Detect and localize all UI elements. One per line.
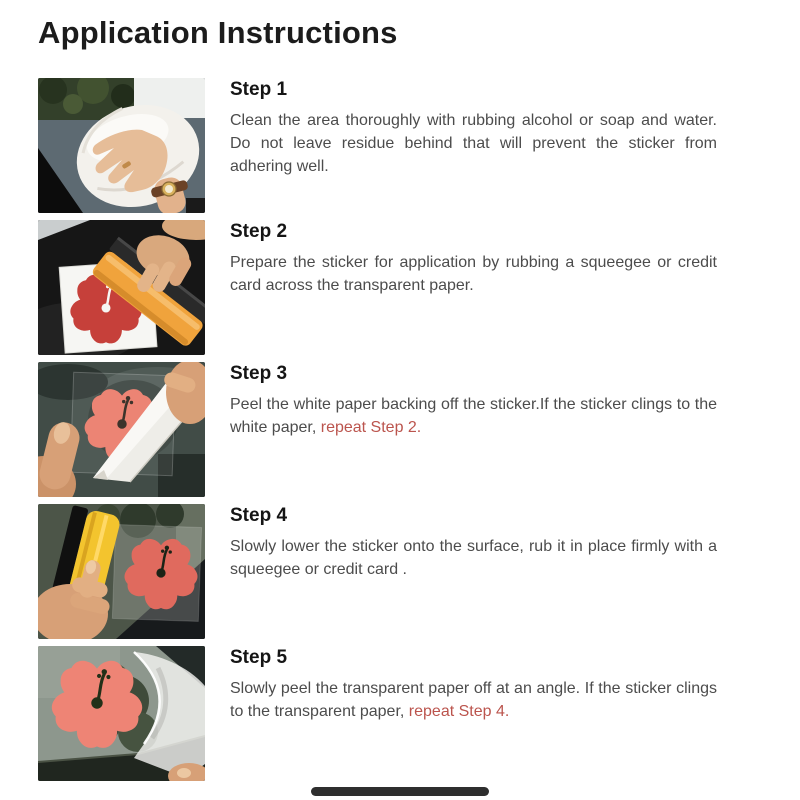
step2-photo <box>38 220 205 355</box>
step3-photo <box>38 362 205 497</box>
step1-heading: Step 1 <box>230 79 288 100</box>
step5-repeat-note: repeat Step 4. <box>408 703 510 721</box>
step4-photo <box>38 504 205 639</box>
steps-list <box>38 78 800 781</box>
step5-text <box>230 677 717 723</box>
peel-backing-illustration <box>38 362 205 497</box>
step-row-2 <box>38 220 800 355</box>
step3-text-main: Peel the white paper backing off the sticker.If the sticker clings to the white paper, <box>230 396 717 437</box>
step5-heading: Step 5 <box>230 647 288 668</box>
squeegee-prep-illustration <box>38 220 205 355</box>
step2-text-main: Prepare the sticker for application by rubbing a squeegee or credit card across the transparent paper. <box>230 254 717 295</box>
step4-text <box>230 535 717 581</box>
step2-text <box>230 251 717 297</box>
step-row-3 <box>38 362 800 497</box>
wipe-window-illustration <box>38 78 205 213</box>
step-row-5 <box>38 646 800 781</box>
peel-transfer-paper-illustration <box>38 646 205 781</box>
step-row-4 <box>38 504 800 639</box>
step1-text-main: Clean the area thoroughly with rubbing alcohol or soap and water. Do not leave residue behind that will prevent the sticker from adhering well. <box>230 112 717 176</box>
step5-text-main: Slowly peel the transparent paper off at an angle. If the sticker clings to the transparent paper, <box>230 680 717 721</box>
step5-photo <box>38 646 205 781</box>
step2-heading: Step 2 <box>230 221 288 242</box>
apply-sticker-illustration <box>38 504 205 639</box>
step3-heading: Step 3 <box>230 363 288 384</box>
step1-text <box>230 109 717 178</box>
step-row-1 <box>38 78 800 213</box>
step3-repeat-note: repeat Step 2. <box>320 419 422 437</box>
step1-photo <box>38 78 205 213</box>
page-title: Application Instructions <box>38 15 398 50</box>
step4-text-main: Slowly lower the sticker onto the surface, rub it in place firmly with a squeegee or credit card . <box>230 538 717 579</box>
home-indicator-bar[interactable] <box>311 787 489 796</box>
step4-heading: Step 4 <box>230 505 288 526</box>
step3-text <box>230 393 717 439</box>
